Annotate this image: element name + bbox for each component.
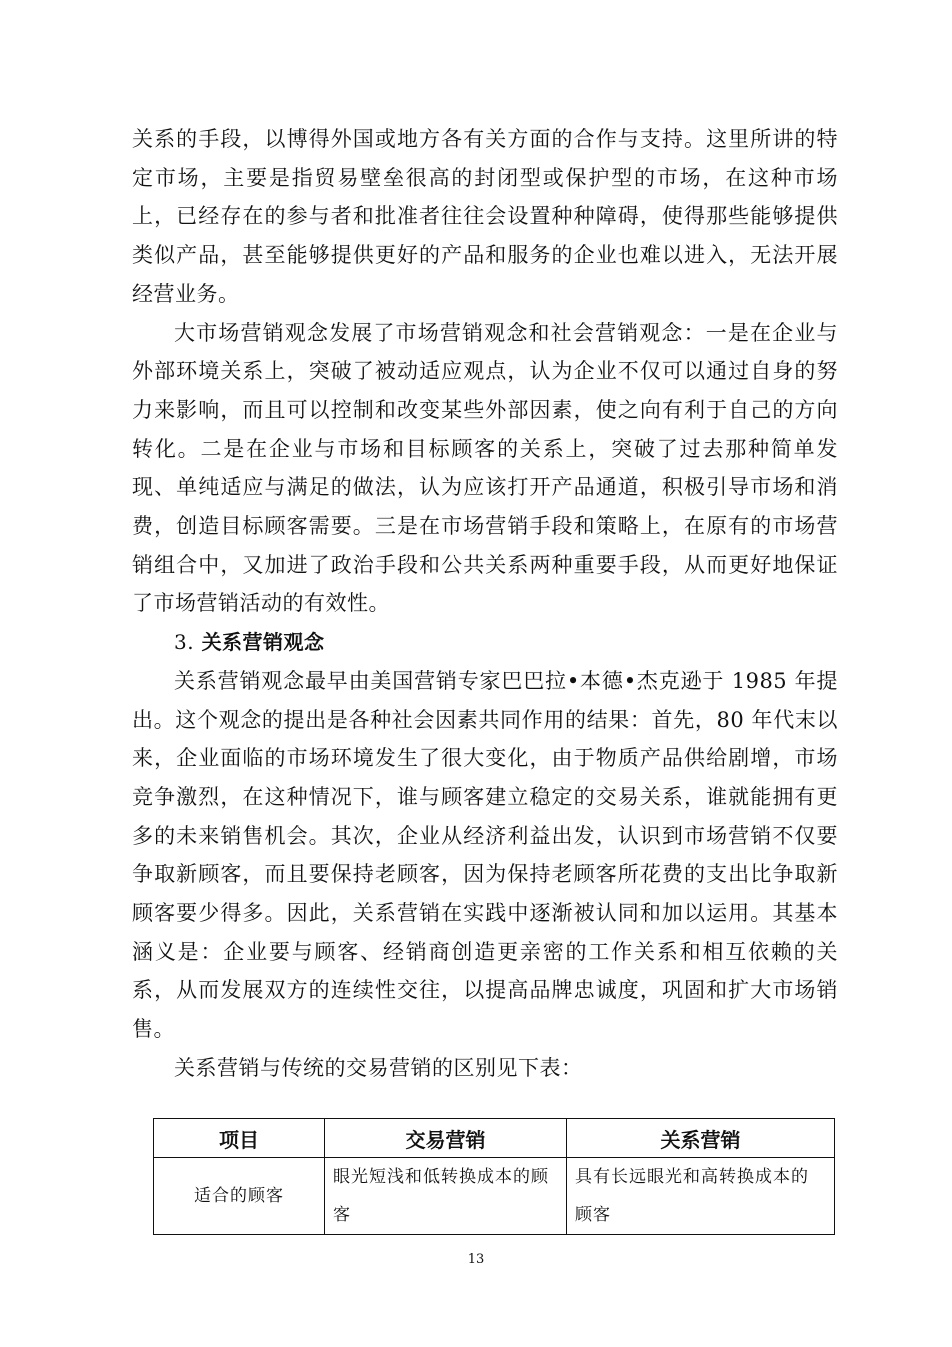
table-header-row	[154, 1119, 835, 1158]
table-header-item: 项目	[154, 1119, 325, 1158]
section-title: 关系营销观念	[201, 630, 325, 655]
section-heading	[132, 623, 838, 662]
paragraph-table-intro: 关系营销与传统的交易营销的区别见下表：	[174, 1055, 583, 1080]
body-text	[132, 120, 838, 1088]
table-header-relationship: 关系营销	[567, 1119, 835, 1158]
page-number: 13	[467, 1252, 485, 1267]
paragraph-continued: 关系的手段，以博得外国或地方各有关方面的合作与支持。这里所讲的特定市场，主要是指贸易壁垒很高的封闭型或保护型的市场，在这种市场上，已经存在的参与者和批准者往往会设置种种障碍，使得那些能够提供类似产品，甚至能够提供更好的产品和服务的企业也难以进入，无法开展经营业务。	[132, 127, 838, 306]
section-number: 3.	[174, 630, 195, 655]
paragraph-market-concept: 大市场营销观念发展了市场营销观念和社会营销观念：一是在企业与外部环境关系上，突破了被动适应观点，认为企业不仅可以通过自身的努力来影响，而且可以控制和改变某些外部因素，使之向有利于自己的方向转化。二是在企业与市场和目标顾客的关系上，突破了过去那种简单发现、单纯适应与满足的做法，认为应该打开产品通道，积极引导市场和消费，创造目标顾客需要。三是在市场营销手段和策略上，在原有的市场营销组合中，又加进了政治手段和公共关系两种重要手段，从而更好地保证了市场营销活动的有效性。	[132, 320, 838, 616]
table-row	[154, 1158, 835, 1235]
table-cell: 眼光短浅和低转换成本的顾客	[325, 1158, 567, 1235]
comparison-table	[153, 1118, 835, 1235]
table-cell-label: 适合的顾客	[154, 1158, 325, 1235]
paragraph-relationship-marketing: 关系营销观念最早由美国营销专家巴巴拉•本德•杰克逊于 1985 年提出。这个观念的提出是各种社会因素共同作用的结果：首先，80 年代末以来，企业面临的市场环境发生了很大变化，由于物质产品供给剧增，市场竞争激烈，在这种情况下，谁与顾客建立稳定的交易关系，谁就能拥有更多的未来销售机会。其次，企业从经济利益出发，认识到市场营销不仅要争取新顾客，而且要保持老顾客，因为保持老顾客所花费的支出比争取新顾客要少得多。因此，关系营销在实践中逐渐被认同和加以运用。其基本涵义是：企业要与顾客、经销商创造更亲密的工作关系和相互依赖的关系，从而发展双方的连续性交往，以提高品牌忠诚度，巩固和扩大市场销售。	[132, 668, 838, 1042]
table-header-transaction: 交易营销	[325, 1119, 567, 1158]
table-cell: 具有长远眼光和高转换成本的顾客	[567, 1158, 835, 1235]
